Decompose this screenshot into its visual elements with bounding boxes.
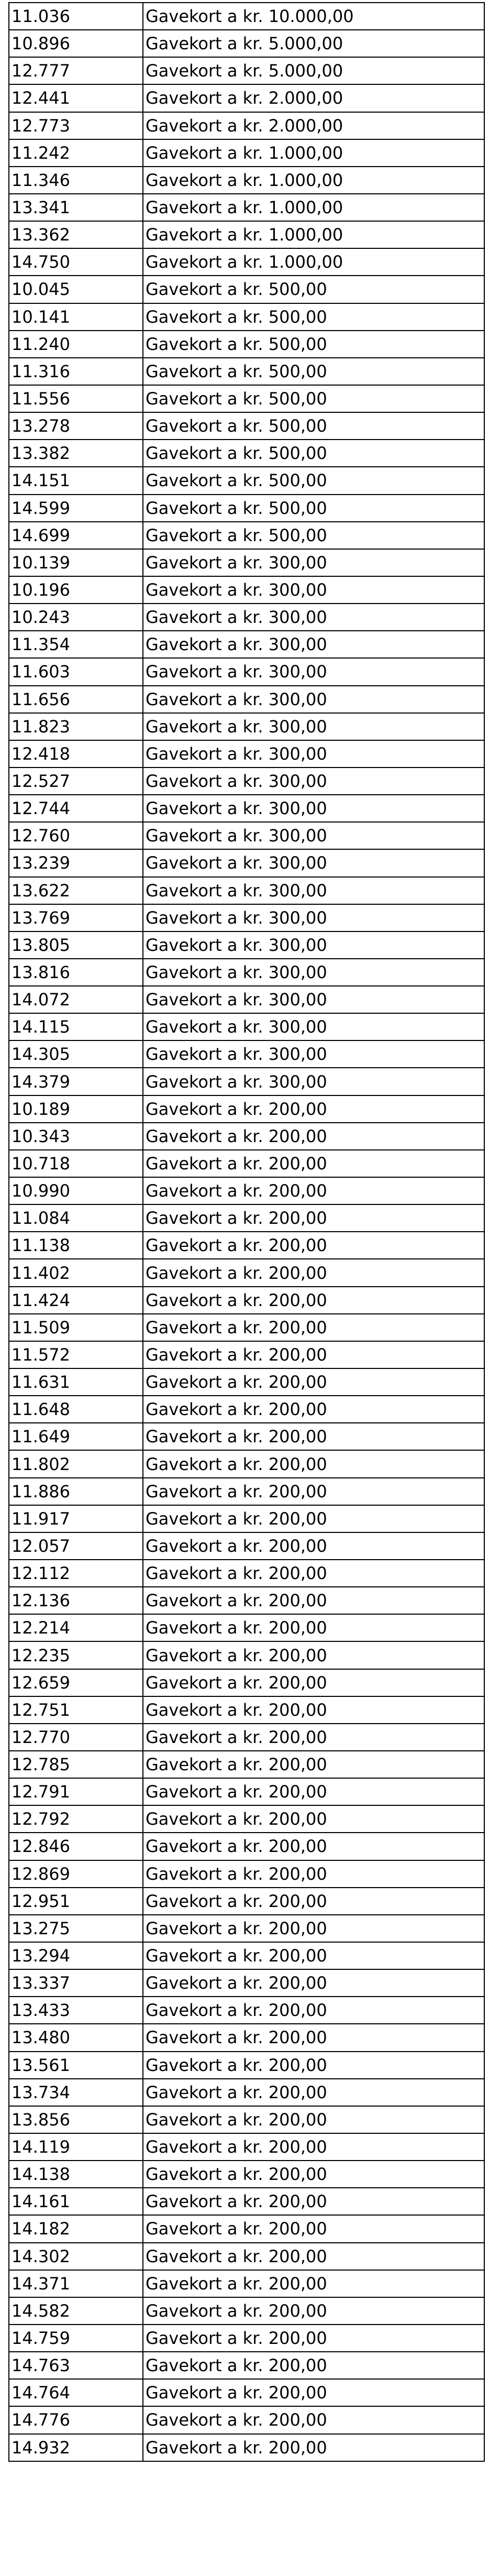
table-row [9, 549, 484, 576]
gift-card-description-cell: Gavekort a kr. 300,00 [143, 1040, 484, 1068]
gift-card-description-cell: Gavekort a kr. 2.000,00 [143, 84, 484, 112]
table-row [9, 248, 484, 276]
gift-card-description-cell: Gavekort a kr. 200,00 [143, 1423, 484, 1450]
gift-card-description-cell: Gavekort a kr. 300,00 [143, 849, 484, 876]
gift-card-description-cell: Gavekort a kr. 200,00 [143, 1669, 484, 1696]
gift-card-description-cell: Gavekort a kr. 200,00 [143, 1450, 484, 1477]
table-row [9, 194, 484, 221]
gift-card-description-cell: Gavekort a kr. 300,00 [143, 986, 484, 1013]
gift-card-number-cell: 12.057 [9, 1532, 143, 1560]
table-row [9, 522, 484, 549]
table-row [9, 1778, 484, 1805]
table-row [9, 2188, 484, 2215]
gift-card-description-cell: Gavekort a kr. 200,00 [143, 1478, 484, 1505]
gift-card-number-cell: 13.278 [9, 412, 143, 440]
gift-card-description-cell: Gavekort a kr. 200,00 [143, 2079, 484, 2106]
gift-card-number-cell: 11.509 [9, 1314, 143, 1341]
gift-card-description-cell: Gavekort a kr. 300,00 [143, 904, 484, 931]
table-row [9, 1396, 484, 1423]
gift-card-number-cell: 11.036 [9, 3, 143, 30]
gift-card-description-cell: Gavekort a kr. 300,00 [143, 740, 484, 768]
gift-card-number-cell: 11.631 [9, 1368, 143, 1396]
gift-card-number-cell: 14.119 [9, 2133, 143, 2161]
gift-card-number-cell: 12.760 [9, 822, 143, 849]
gift-card-number-cell: 14.182 [9, 2215, 143, 2242]
gift-card-description-cell: Gavekort a kr. 500,00 [143, 522, 484, 549]
gift-card-number-cell: 12.441 [9, 84, 143, 112]
gift-card-number-cell: 10.990 [9, 1177, 143, 1204]
table-row [9, 112, 484, 139]
table-row [9, 1423, 484, 1450]
gift-card-description-cell: Gavekort a kr. 300,00 [143, 658, 484, 685]
gift-card-description-cell: Gavekort a kr. 200,00 [143, 1287, 484, 1314]
gift-card-number-cell: 13.362 [9, 221, 143, 248]
table-row [9, 822, 484, 849]
table-row [9, 1341, 484, 1368]
gift-card-description-cell: Gavekort a kr. 10.000,00 [143, 3, 484, 30]
gift-card-number-cell: 13.816 [9, 959, 143, 986]
gift-card-number-cell: 10.189 [9, 1095, 143, 1123]
table-row [9, 1641, 484, 1669]
table-row [9, 1805, 484, 1833]
gift-card-number-cell: 14.699 [9, 522, 143, 549]
table-row [9, 768, 484, 795]
table-row [9, 658, 484, 685]
gift-card-description-cell: Gavekort a kr. 200,00 [143, 2270, 484, 2297]
table-row [9, 2406, 484, 2434]
table-row [9, 1450, 484, 1477]
gift-card-number-cell: 14.759 [9, 2325, 143, 2352]
table-row [9, 2133, 484, 2161]
gift-card-description-cell: Gavekort a kr. 300,00 [143, 549, 484, 576]
gift-card-description-cell: Gavekort a kr. 200,00 [143, 1915, 484, 1942]
gift-card-number-cell: 11.802 [9, 1450, 143, 1477]
gift-card-number-cell: 12.112 [9, 1560, 143, 1587]
table-row [9, 1095, 484, 1123]
table-row [9, 2297, 484, 2325]
gift-card-description-cell: Gavekort a kr. 500,00 [143, 495, 484, 522]
gift-card-number-cell: 11.424 [9, 1287, 143, 1314]
gift-card-number-cell: 14.138 [9, 2161, 143, 2188]
gift-card-number-cell: 11.648 [9, 1396, 143, 1423]
table-row [9, 495, 484, 522]
gift-card-number-cell: 12.770 [9, 1724, 143, 1751]
gift-card-number-cell: 11.402 [9, 1259, 143, 1286]
gift-card-description-cell: Gavekort a kr. 300,00 [143, 604, 484, 631]
gift-card-number-cell: 11.886 [9, 1478, 143, 1505]
gift-card-number-cell: 12.136 [9, 1587, 143, 1614]
gift-card-number-cell: 11.354 [9, 631, 143, 658]
table-row [9, 1669, 484, 1696]
gift-card-description-cell: Gavekort a kr. 300,00 [143, 822, 484, 849]
table-row [9, 1696, 484, 1724]
table-row [9, 358, 484, 385]
gift-card-number-cell: 14.072 [9, 986, 143, 1013]
gift-card-description-cell: Gavekort a kr. 200,00 [143, 1778, 484, 1805]
table-row [9, 1532, 484, 1560]
gift-card-number-cell: 13.382 [9, 440, 143, 467]
gift-card-number-cell: 12.659 [9, 1669, 143, 1696]
table-row [9, 1013, 484, 1040]
gift-card-number-cell: 13.734 [9, 2079, 143, 2106]
gift-card-number-cell: 12.751 [9, 1696, 143, 1724]
table-row [9, 303, 484, 331]
gift-card-description-cell: Gavekort a kr. 500,00 [143, 331, 484, 358]
gift-card-number-cell: 13.769 [9, 904, 143, 931]
gift-card-description-cell: Gavekort a kr. 300,00 [143, 686, 484, 713]
table-row [9, 84, 484, 112]
gift-card-description-cell: Gavekort a kr. 200,00 [143, 2215, 484, 2242]
gift-card-number-cell: 10.045 [9, 276, 143, 303]
gift-card-description-cell: Gavekort a kr. 200,00 [143, 1341, 484, 1368]
gift-card-number-cell: 11.138 [9, 1232, 143, 1259]
table-row [9, 1040, 484, 1068]
gift-card-description-cell: Gavekort a kr. 200,00 [143, 1095, 484, 1123]
gift-card-description-cell: Gavekort a kr. 200,00 [143, 1614, 484, 1641]
table-row [9, 2325, 484, 2352]
gift-card-description-cell: Gavekort a kr. 300,00 [143, 959, 484, 986]
gift-card-number-cell: 12.792 [9, 1805, 143, 1833]
gift-card-description-cell: Gavekort a kr. 200,00 [143, 1641, 484, 1669]
table-row [9, 2215, 484, 2242]
gift-card-number-cell: 14.599 [9, 495, 143, 522]
gift-card-number-cell: 11.556 [9, 385, 143, 412]
gift-card-description-cell: Gavekort a kr. 200,00 [143, 2133, 484, 2161]
gift-card-description-cell: Gavekort a kr. 200,00 [143, 2297, 484, 2325]
gift-card-description-cell: Gavekort a kr. 300,00 [143, 768, 484, 795]
gift-card-description-cell: Gavekort a kr. 1.000,00 [143, 221, 484, 248]
gift-card-description-cell: Gavekort a kr. 500,00 [143, 358, 484, 385]
gift-card-number-cell: 11.346 [9, 167, 143, 194]
gift-card-number-cell: 14.776 [9, 2406, 143, 2434]
table-row [9, 849, 484, 876]
table-row [9, 221, 484, 248]
gift-card-number-cell: 12.418 [9, 740, 143, 768]
gift-card-description-cell: Gavekort a kr. 200,00 [143, 1888, 484, 1915]
table-row [9, 385, 484, 412]
gift-card-description-cell: Gavekort a kr. 300,00 [143, 1013, 484, 1040]
gift-card-number-cell: 14.763 [9, 2352, 143, 2379]
table-row [9, 1915, 484, 1942]
gift-card-number-cell: 14.371 [9, 2270, 143, 2297]
table-row [9, 1997, 484, 2024]
table-row [9, 713, 484, 740]
table-row [9, 1314, 484, 1341]
gift-card-number-cell: 12.773 [9, 112, 143, 139]
gift-card-number-cell: 11.316 [9, 358, 143, 385]
gift-card-description-cell: Gavekort a kr. 500,00 [143, 276, 484, 303]
gift-card-number-cell: 11.656 [9, 686, 143, 713]
gift-card-number-cell: 10.243 [9, 604, 143, 631]
gift-card-description-cell: Gavekort a kr. 1.000,00 [143, 248, 484, 276]
gift-card-number-cell: 13.480 [9, 2024, 143, 2051]
gift-card-description-cell: Gavekort a kr. 200,00 [143, 2106, 484, 2133]
gift-card-number-cell: 13.561 [9, 2052, 143, 2079]
gift-card-description-cell: Gavekort a kr. 500,00 [143, 385, 484, 412]
gift-card-description-cell: Gavekort a kr. 200,00 [143, 2434, 484, 2461]
gift-card-number-cell: 14.764 [9, 2379, 143, 2406]
gift-card-description-cell: Gavekort a kr. 300,00 [143, 576, 484, 604]
table-row [9, 686, 484, 713]
gift-card-number-cell: 14.582 [9, 2297, 143, 2325]
gift-card-description-cell: Gavekort a kr. 300,00 [143, 795, 484, 822]
gift-card-number-cell: 11.572 [9, 1341, 143, 1368]
gift-card-number-cell: 11.917 [9, 1505, 143, 1532]
table-row [9, 904, 484, 931]
gift-card-number-cell: 14.750 [9, 248, 143, 276]
gift-card-description-cell: Gavekort a kr. 200,00 [143, 1123, 484, 1150]
table-row [9, 57, 484, 84]
table-row [9, 931, 484, 959]
gift-card-description-cell: Gavekort a kr. 200,00 [143, 2406, 484, 2434]
table-row [9, 631, 484, 658]
gift-card-description-cell: Gavekort a kr. 5.000,00 [143, 30, 484, 57]
gift-card-number-cell: 14.161 [9, 2188, 143, 2215]
table-row [9, 1560, 484, 1587]
table-row [9, 2052, 484, 2079]
table-row [9, 3, 484, 30]
gift-card-description-cell: Gavekort a kr. 200,00 [143, 1805, 484, 1833]
table-row [9, 467, 484, 494]
table-row [9, 1259, 484, 1286]
gift-card-description-cell: Gavekort a kr. 500,00 [143, 467, 484, 494]
table-row [9, 2434, 484, 2461]
table-row [9, 1123, 484, 1150]
table-row [9, 604, 484, 631]
gift-card-number-cell: 12.744 [9, 795, 143, 822]
gift-card-description-cell: Gavekort a kr. 200,00 [143, 1505, 484, 1532]
gift-card-description-cell: Gavekort a kr. 200,00 [143, 1150, 484, 1177]
table-row [9, 1942, 484, 1969]
table-row [9, 331, 484, 358]
gift-card-description-cell: Gavekort a kr. 200,00 [143, 2161, 484, 2188]
gift-card-description-cell: Gavekort a kr. 200,00 [143, 2052, 484, 2079]
table-row [9, 1614, 484, 1641]
gift-card-description-cell: Gavekort a kr. 200,00 [143, 1259, 484, 1286]
gift-card-description-cell: Gavekort a kr. 200,00 [143, 1860, 484, 1888]
gift-card-description-cell: Gavekort a kr. 200,00 [143, 1997, 484, 2024]
gift-card-description-cell: Gavekort a kr. 200,00 [143, 2243, 484, 2270]
gift-card-description-cell: Gavekort a kr. 200,00 [143, 1560, 484, 1587]
gift-card-number-cell: 11.242 [9, 139, 143, 167]
gift-card-number-cell: 10.718 [9, 1150, 143, 1177]
gift-card-description-cell: Gavekort a kr. 200,00 [143, 2379, 484, 2406]
gift-card-number-cell: 13.337 [9, 1969, 143, 1997]
gift-card-number-cell: 13.433 [9, 1997, 143, 2024]
gift-card-number-cell: 12.777 [9, 57, 143, 84]
table-row [9, 2379, 484, 2406]
gift-card-number-cell: 10.896 [9, 30, 143, 57]
gift-card-description-cell: Gavekort a kr. 200,00 [143, 1696, 484, 1724]
gift-card-description-cell: Gavekort a kr. 200,00 [143, 1942, 484, 1969]
gift-card-description-cell: Gavekort a kr. 1.000,00 [143, 167, 484, 194]
table-row [9, 1724, 484, 1751]
gift-card-number-cell: 13.856 [9, 2106, 143, 2133]
gift-card-number-cell: 11.603 [9, 658, 143, 685]
gift-card-number-cell: 14.115 [9, 1013, 143, 1040]
table-row [9, 576, 484, 604]
table-row [9, 2079, 484, 2106]
table-row [9, 795, 484, 822]
gift-card-number-cell: 12.791 [9, 1778, 143, 1805]
table-row [9, 1150, 484, 1177]
gift-card-description-cell: Gavekort a kr. 500,00 [143, 412, 484, 440]
table-row [9, 1587, 484, 1614]
gift-card-number-cell: 11.240 [9, 331, 143, 358]
gift-card-number-cell: 12.785 [9, 1751, 143, 1778]
gift-card-number-cell: 10.139 [9, 549, 143, 576]
gift-card-description-cell: Gavekort a kr. 5.000,00 [143, 57, 484, 84]
gift-card-description-cell: Gavekort a kr. 200,00 [143, 1368, 484, 1396]
gift-card-number-cell: 12.214 [9, 1614, 143, 1641]
gift-card-description-cell: Gavekort a kr. 200,00 [143, 2024, 484, 2051]
gift-card-description-cell: Gavekort a kr. 500,00 [143, 440, 484, 467]
gift-card-number-cell: 13.294 [9, 1942, 143, 1969]
gift-card-number-cell: 14.151 [9, 467, 143, 494]
gift-card-description-cell: Gavekort a kr. 200,00 [143, 2325, 484, 2352]
table-row [9, 440, 484, 467]
table-row [9, 1232, 484, 1259]
gift-card-number-cell: 12.951 [9, 1888, 143, 1915]
gift-card-description-cell: Gavekort a kr. 200,00 [143, 1751, 484, 1778]
table-row [9, 740, 484, 768]
gift-card-description-cell: Gavekort a kr. 200,00 [143, 1314, 484, 1341]
gift-card-description-cell: Gavekort a kr. 300,00 [143, 631, 484, 658]
gift-card-number-cell: 12.869 [9, 1860, 143, 1888]
table-row [9, 2106, 484, 2133]
gift-card-description-cell: Gavekort a kr. 200,00 [143, 1724, 484, 1751]
gift-card-number-cell: 11.649 [9, 1423, 143, 1450]
gift-card-table [8, 2, 485, 2462]
table-row [9, 2161, 484, 2188]
gift-card-number-cell: 12.846 [9, 1833, 143, 1860]
table-row [9, 2243, 484, 2270]
gift-card-number-cell: 11.823 [9, 713, 143, 740]
table-row [9, 1833, 484, 1860]
table-row [9, 1860, 484, 1888]
table-row [9, 1888, 484, 1915]
table-row [9, 412, 484, 440]
gift-card-number-cell: 11.084 [9, 1204, 143, 1232]
gift-card-description-cell: Gavekort a kr. 300,00 [143, 877, 484, 904]
table-row [9, 276, 484, 303]
table-row [9, 877, 484, 904]
gift-card-description-cell: Gavekort a kr. 1.000,00 [143, 194, 484, 221]
gift-card-description-cell: Gavekort a kr. 500,00 [143, 303, 484, 331]
table-row [9, 1204, 484, 1232]
gift-card-number-cell: 13.341 [9, 194, 143, 221]
table-row [9, 1505, 484, 1532]
gift-card-number-cell: 10.196 [9, 576, 143, 604]
gift-card-number-cell: 13.239 [9, 849, 143, 876]
gift-card-description-cell: Gavekort a kr. 1.000,00 [143, 139, 484, 167]
table-body [9, 3, 484, 2461]
table-row [9, 1969, 484, 1997]
gift-card-number-cell: 14.305 [9, 1040, 143, 1068]
gift-card-number-cell: 12.527 [9, 768, 143, 795]
gift-card-number-cell: 13.805 [9, 931, 143, 959]
gift-card-description-cell: Gavekort a kr. 200,00 [143, 1204, 484, 1232]
table-row [9, 1177, 484, 1204]
table-row [9, 30, 484, 57]
table-row [9, 959, 484, 986]
gift-card-description-cell: Gavekort a kr. 300,00 [143, 713, 484, 740]
table-row [9, 1478, 484, 1505]
gift-card-description-cell: Gavekort a kr. 200,00 [143, 2188, 484, 2215]
gift-card-number-cell: 12.235 [9, 1641, 143, 1669]
gift-card-number-cell: 14.379 [9, 1068, 143, 1095]
table-row [9, 2024, 484, 2051]
gift-card-description-cell: Gavekort a kr. 300,00 [143, 1068, 484, 1095]
table-row [9, 986, 484, 1013]
gift-card-number-cell: 14.932 [9, 2434, 143, 2461]
gift-card-number-cell: 14.302 [9, 2243, 143, 2270]
gift-card-number-cell: 10.141 [9, 303, 143, 331]
table-row [9, 1751, 484, 1778]
gift-card-description-cell: Gavekort a kr. 300,00 [143, 931, 484, 959]
table-row [9, 1368, 484, 1396]
gift-card-description-cell: Gavekort a kr. 200,00 [143, 1587, 484, 1614]
gift-card-description-cell: Gavekort a kr. 200,00 [143, 1833, 484, 1860]
gift-card-description-cell: Gavekort a kr. 200,00 [143, 1177, 484, 1204]
table-row [9, 1287, 484, 1314]
table-row [9, 2352, 484, 2379]
table-row [9, 167, 484, 194]
table-row [9, 139, 484, 167]
gift-card-description-cell: Gavekort a kr. 2.000,00 [143, 112, 484, 139]
gift-card-number-cell: 13.622 [9, 877, 143, 904]
gift-card-description-cell: Gavekort a kr. 200,00 [143, 1969, 484, 1997]
gift-card-number-cell: 13.275 [9, 1915, 143, 1942]
gift-card-description-cell: Gavekort a kr. 200,00 [143, 2352, 484, 2379]
gift-card-number-cell: 10.343 [9, 1123, 143, 1150]
table-row [9, 1068, 484, 1095]
gift-card-description-cell: Gavekort a kr. 200,00 [143, 1396, 484, 1423]
gift-card-description-cell: Gavekort a kr. 200,00 [143, 1232, 484, 1259]
gift-card-description-cell: Gavekort a kr. 200,00 [143, 1532, 484, 1560]
table-row [9, 2270, 484, 2297]
